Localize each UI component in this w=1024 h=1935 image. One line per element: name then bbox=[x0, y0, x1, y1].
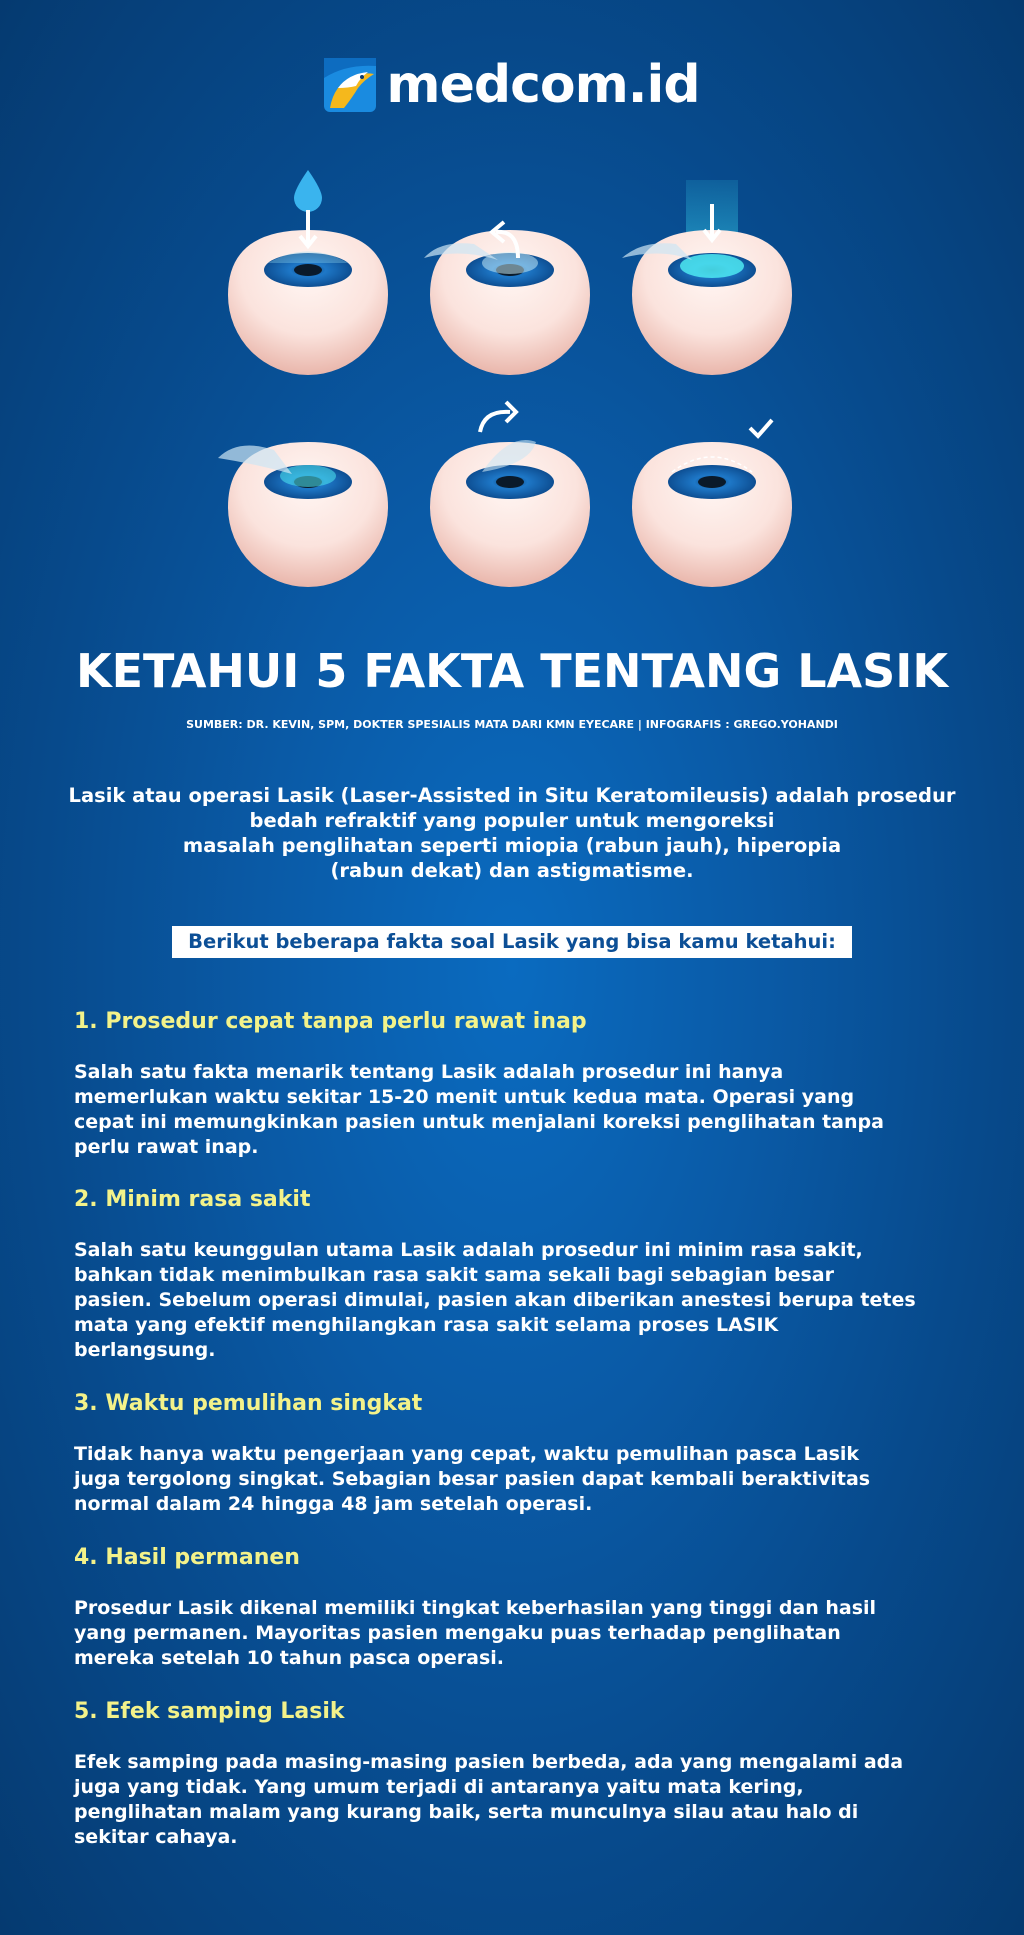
fact-1 bbox=[74, 1008, 954, 1160]
source-credit: SUMBER: DR. KEVIN, SPM, DOKTER SPESIALIS MATA DARI KMN EYECARE | INFOGRAFIS : GREGO.YOHANDI bbox=[186, 718, 838, 731]
fact-body: Salah satu fakta menarik tentang Lasik adalah prosedur ini hanya memerlukan waktu sekitar 15-20 menit untuk kedua mata. Operasi yang cepat ini memungkinkan pasien untuk menjalani koreksi penglihatan tanpa perlu rawat inap. bbox=[74, 1061, 884, 1158]
fact-heading: 3. Waktu pemulihan singkat bbox=[74, 1391, 423, 1416]
brand-logo bbox=[0, 55, 1024, 115]
fact-3 bbox=[74, 1390, 954, 1517]
intro-line: Lasik atau operasi Lasik (Laser-Assisted in Situ Keratomileusis) adalah prosedur bbox=[68, 784, 956, 807]
fact-heading: 4. Hasil permanen bbox=[74, 1545, 300, 1570]
intro-line: (rabun dekat) dan astigmatisme. bbox=[330, 859, 694, 882]
fact-body: Tidak hanya waktu pengerjaan yang cepat, waktu pemulihan pasca Lasik juga tergolong singkat. Sebagian besar pasien dapat kembali beraktivitas normal dalam 24 hingga 48 jam setelah operasi. bbox=[74, 1443, 871, 1515]
fact-4 bbox=[74, 1544, 954, 1671]
step-laser bbox=[622, 180, 792, 375]
step-eye-drop bbox=[228, 170, 388, 375]
facts-callout: Berikut beberapa fakta soal Lasik yang bisa kamu ketahui: bbox=[172, 926, 852, 958]
page-title: KETAHUI 5 FAKTA TENTANG LASIK bbox=[75, 644, 949, 698]
fact-body: Salah satu keunggulan utama Lasik adalah prosedur ini minim rasa sakit, bahkan tidak menimbulkan rasa sakit sama sekali bagi sebagian besar pasien. Sebelum operasi dimulai, pasien akan diberikan anestesi berupa tetes mata yang efektif menghilangkan rasa sakit selama proses LASIK berlangsung. bbox=[74, 1239, 916, 1361]
step-done bbox=[632, 420, 792, 587]
intro-line: bedah refraktif yang populer untuk mengoreksi bbox=[249, 809, 775, 832]
step-flap-open bbox=[218, 442, 388, 587]
eagle-logo-icon bbox=[324, 58, 376, 112]
flap-close-icon bbox=[480, 402, 516, 432]
step-flap-close bbox=[430, 402, 590, 587]
fact-body: Efek samping pada masing-masing pasien berbeda, ada yang mengalami ada juga yang tidak. Yang umum terjadi di antaranya yaitu mata kering, penglihatan malam yang kurang baik, serta munculnya silau atau halo di sekitar cahaya. bbox=[74, 1751, 904, 1848]
intro-paragraph bbox=[60, 783, 964, 883]
check-icon bbox=[750, 420, 772, 436]
fact-2 bbox=[74, 1186, 954, 1363]
fact-heading: 2. Minim rasa sakit bbox=[74, 1187, 311, 1212]
fact-5 bbox=[74, 1698, 954, 1850]
lasik-steps-illustration bbox=[0, 160, 1024, 610]
fact-heading: 5. Efek samping Lasik bbox=[74, 1699, 345, 1724]
fact-heading: 1. Prosedur cepat tanpa perlu rawat inap bbox=[74, 1009, 587, 1034]
step-flap-lift bbox=[424, 222, 590, 375]
fact-body: Prosedur Lasik dikenal memiliki tingkat keberhasilan yang tinggi dan hasil yang permanen. Mayoritas pasien mengaku puas terhadap penglihatan mereka setelah 10 tahun pasca operasi. bbox=[74, 1597, 877, 1669]
brand-name: medcom.id bbox=[386, 55, 700, 115]
intro-line: masalah penglihatan seperti miopia (rabun jauh), hiperopia bbox=[182, 834, 842, 857]
